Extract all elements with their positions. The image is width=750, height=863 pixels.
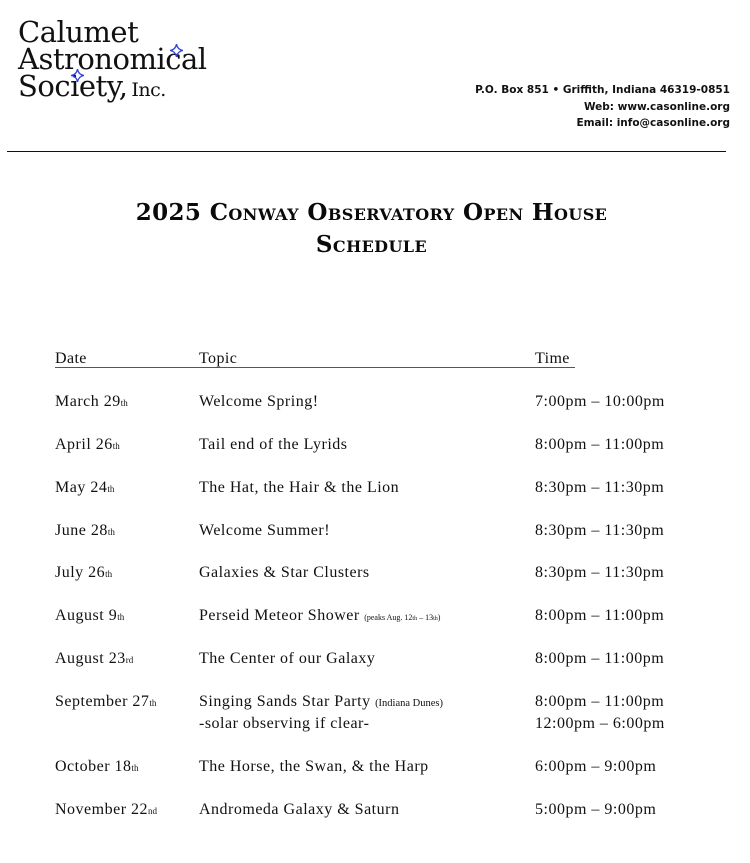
email-address: Email: info@casonline.org [576,117,730,129]
event-time: 8:00pm – 11:00pm [535,607,665,624]
event-topic: Galaxies & Star Clusters [199,564,370,581]
column-header-date: Date [55,350,87,367]
header-divider [7,151,726,152]
logo-text-society-word: Society, [18,69,128,103]
star-icon [170,44,182,56]
event-date: October 18th [55,758,139,775]
page-title-line2: Schedule [315,231,428,258]
logo-text-calumet: Calumet [18,15,139,49]
event-topic: Welcome Summer! [199,522,331,539]
event-topic: The Horse, the Swan, & the Harp [199,758,429,775]
column-header-time: Time [535,350,570,367]
event-date: September 27th [55,693,157,710]
event-date: April 26th [55,436,120,453]
logo-text-inc: Inc. [131,79,166,101]
event-date: November 22nd [55,801,158,818]
event-note: (Indiana Dunes) [375,698,443,709]
column-header-topic: Topic [199,350,238,367]
event-time: 8:00pm – 11:00pm [535,436,665,453]
event-time: 8:00pm – 11:00pm [535,650,665,667]
website-address: Web: www.casonline.org [583,100,730,113]
page-title-line1: 2025 Conway Observatory Open House [135,199,608,226]
event-subtopic: -solar observing if clear- [199,715,370,732]
event-time: 8:30pm – 11:30pm [535,564,665,581]
event-time: 6:00pm – 9:00pm [535,758,657,775]
logo-text-society [18,69,166,105]
event-topic: Singing Sands Star Party (Indiana Dunes) -solar observing if clear- [199,693,443,732]
event-topic: Andromeda Galaxy & Saturn [199,801,400,818]
event-time: 8:30pm – 11:30pm [535,522,665,539]
postal-address: P.O. Box 851 • Griffith, Indiana 46319-0851 [475,84,730,96]
event-time: 8:30pm – 11:30pm [535,479,665,496]
logo-text-astronomical: Astronomical [18,42,207,76]
event-topic: The Center of our Galaxy [199,650,376,667]
event-time: 7:00pm – 10:00pm [535,393,665,410]
page-title [0,197,743,261]
event-topic: The Hat, the Hair & the Lion [199,479,400,496]
event-topic: Welcome Spring! [199,393,319,410]
event-topic: Perseid Meteor Shower (peaks Aug. 12th – 13th) [199,607,441,624]
event-date: March 29th [55,393,128,410]
event-time: 8:00pm – 11:00pm 12:00pm – 6:00pm [535,693,665,732]
event-date: August 23rd [55,650,134,667]
event-date: July 26th [55,564,113,581]
event-date: May 24th [55,479,115,496]
event-note: (peaks Aug. 12th – 13th) [364,613,441,622]
event-topic: Tail end of the Lyrids [199,436,348,453]
contact-address-block [475,82,730,132]
event-time: 5:00pm – 9:00pm [535,801,657,818]
column-header-underline [55,367,575,368]
event-date: June 28th [55,522,115,539]
event-time-secondary: 12:00pm – 6:00pm [535,715,665,732]
star-icon [71,69,83,81]
event-date: August 9th [55,607,125,624]
